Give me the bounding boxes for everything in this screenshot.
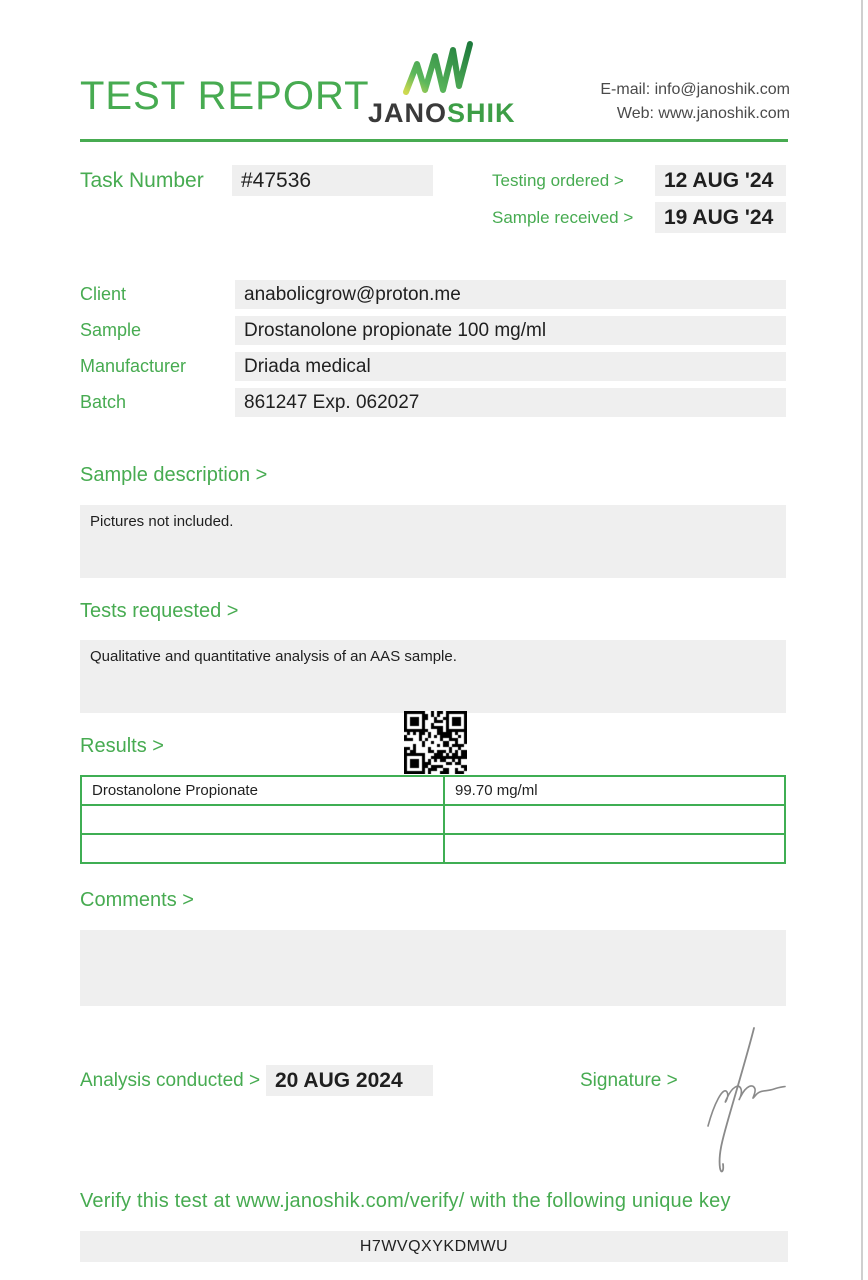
client-label: Client — [80, 284, 127, 304]
task-number-value: #47536 — [232, 165, 433, 196]
task-number-label: Task Number — [80, 169, 204, 192]
page-title: TEST REPORT — [80, 74, 370, 118]
tests-requested-heading: Tests requested > — [80, 600, 239, 622]
contact-web: Web: www.janoshik.com — [616, 105, 790, 122]
analysis-conducted-label: Analysis conducted > — [80, 1070, 261, 1091]
logo-text-green: SHIK — [447, 98, 516, 128]
table-row — [81, 776, 785, 805]
testing-ordered-value: 12 AUG '24 — [655, 165, 786, 196]
logo-text-dark: JANO — [368, 98, 448, 128]
logo — [368, 40, 516, 129]
results-heading: Results > — [80, 735, 164, 757]
result-value — [444, 805, 785, 834]
qr-code — [404, 711, 467, 774]
signature-label: Signature > — [580, 1070, 678, 1091]
comments-box — [80, 930, 786, 1006]
unique-key-value: H7WVQXYKDMWU — [80, 1231, 788, 1262]
sample-received-value: 19 AUG '24 — [655, 202, 786, 233]
verify-text: Verify this test at www.janoshik.com/verify/ with the following unique key — [80, 1190, 731, 1212]
rising-chart-icon — [396, 40, 480, 96]
batch-label: Batch — [80, 392, 127, 412]
result-analyte — [81, 834, 444, 863]
comments-heading: Comments > — [80, 889, 194, 911]
batch-value: 861247 Exp. 062027 — [235, 388, 786, 417]
results-table — [80, 775, 786, 864]
logo-text — [368, 98, 516, 129]
sample-value: Drostanolone propionate 100 mg/ml — [235, 316, 786, 345]
signature-image — [690, 1022, 790, 1182]
sample-received-label: Sample received > — [492, 208, 634, 227]
contact-block — [600, 78, 790, 126]
sample-description-text: Pictures not included. — [90, 513, 234, 530]
analysis-conducted-value: 20 AUG 2024 — [266, 1065, 433, 1096]
result-analyte — [81, 805, 444, 834]
page-edge-line — [861, 0, 863, 1280]
result-value — [444, 834, 785, 863]
testing-ordered-label: Testing ordered > — [492, 171, 624, 190]
sample-description-box — [80, 505, 786, 578]
table-row — [81, 834, 785, 863]
tests-requested-box — [80, 640, 786, 713]
contact-email: E-mail: info@janoshik.com — [600, 81, 790, 98]
table-row — [81, 805, 785, 834]
sample-label: Sample — [80, 320, 142, 340]
header-divider — [80, 139, 788, 142]
manufacturer-label: Manufacturer — [80, 356, 187, 376]
result-value: 99.70 mg/ml — [444, 776, 785, 805]
tests-requested-text: Qualitative and quantitative analysis of an AAS sample. — [90, 648, 457, 665]
manufacturer-value: Driada medical — [235, 352, 786, 381]
sample-description-heading: Sample description > — [80, 464, 268, 486]
result-analyte: Drostanolone Propionate — [81, 776, 444, 805]
client-value: anabolicgrow@proton.me — [235, 280, 786, 309]
